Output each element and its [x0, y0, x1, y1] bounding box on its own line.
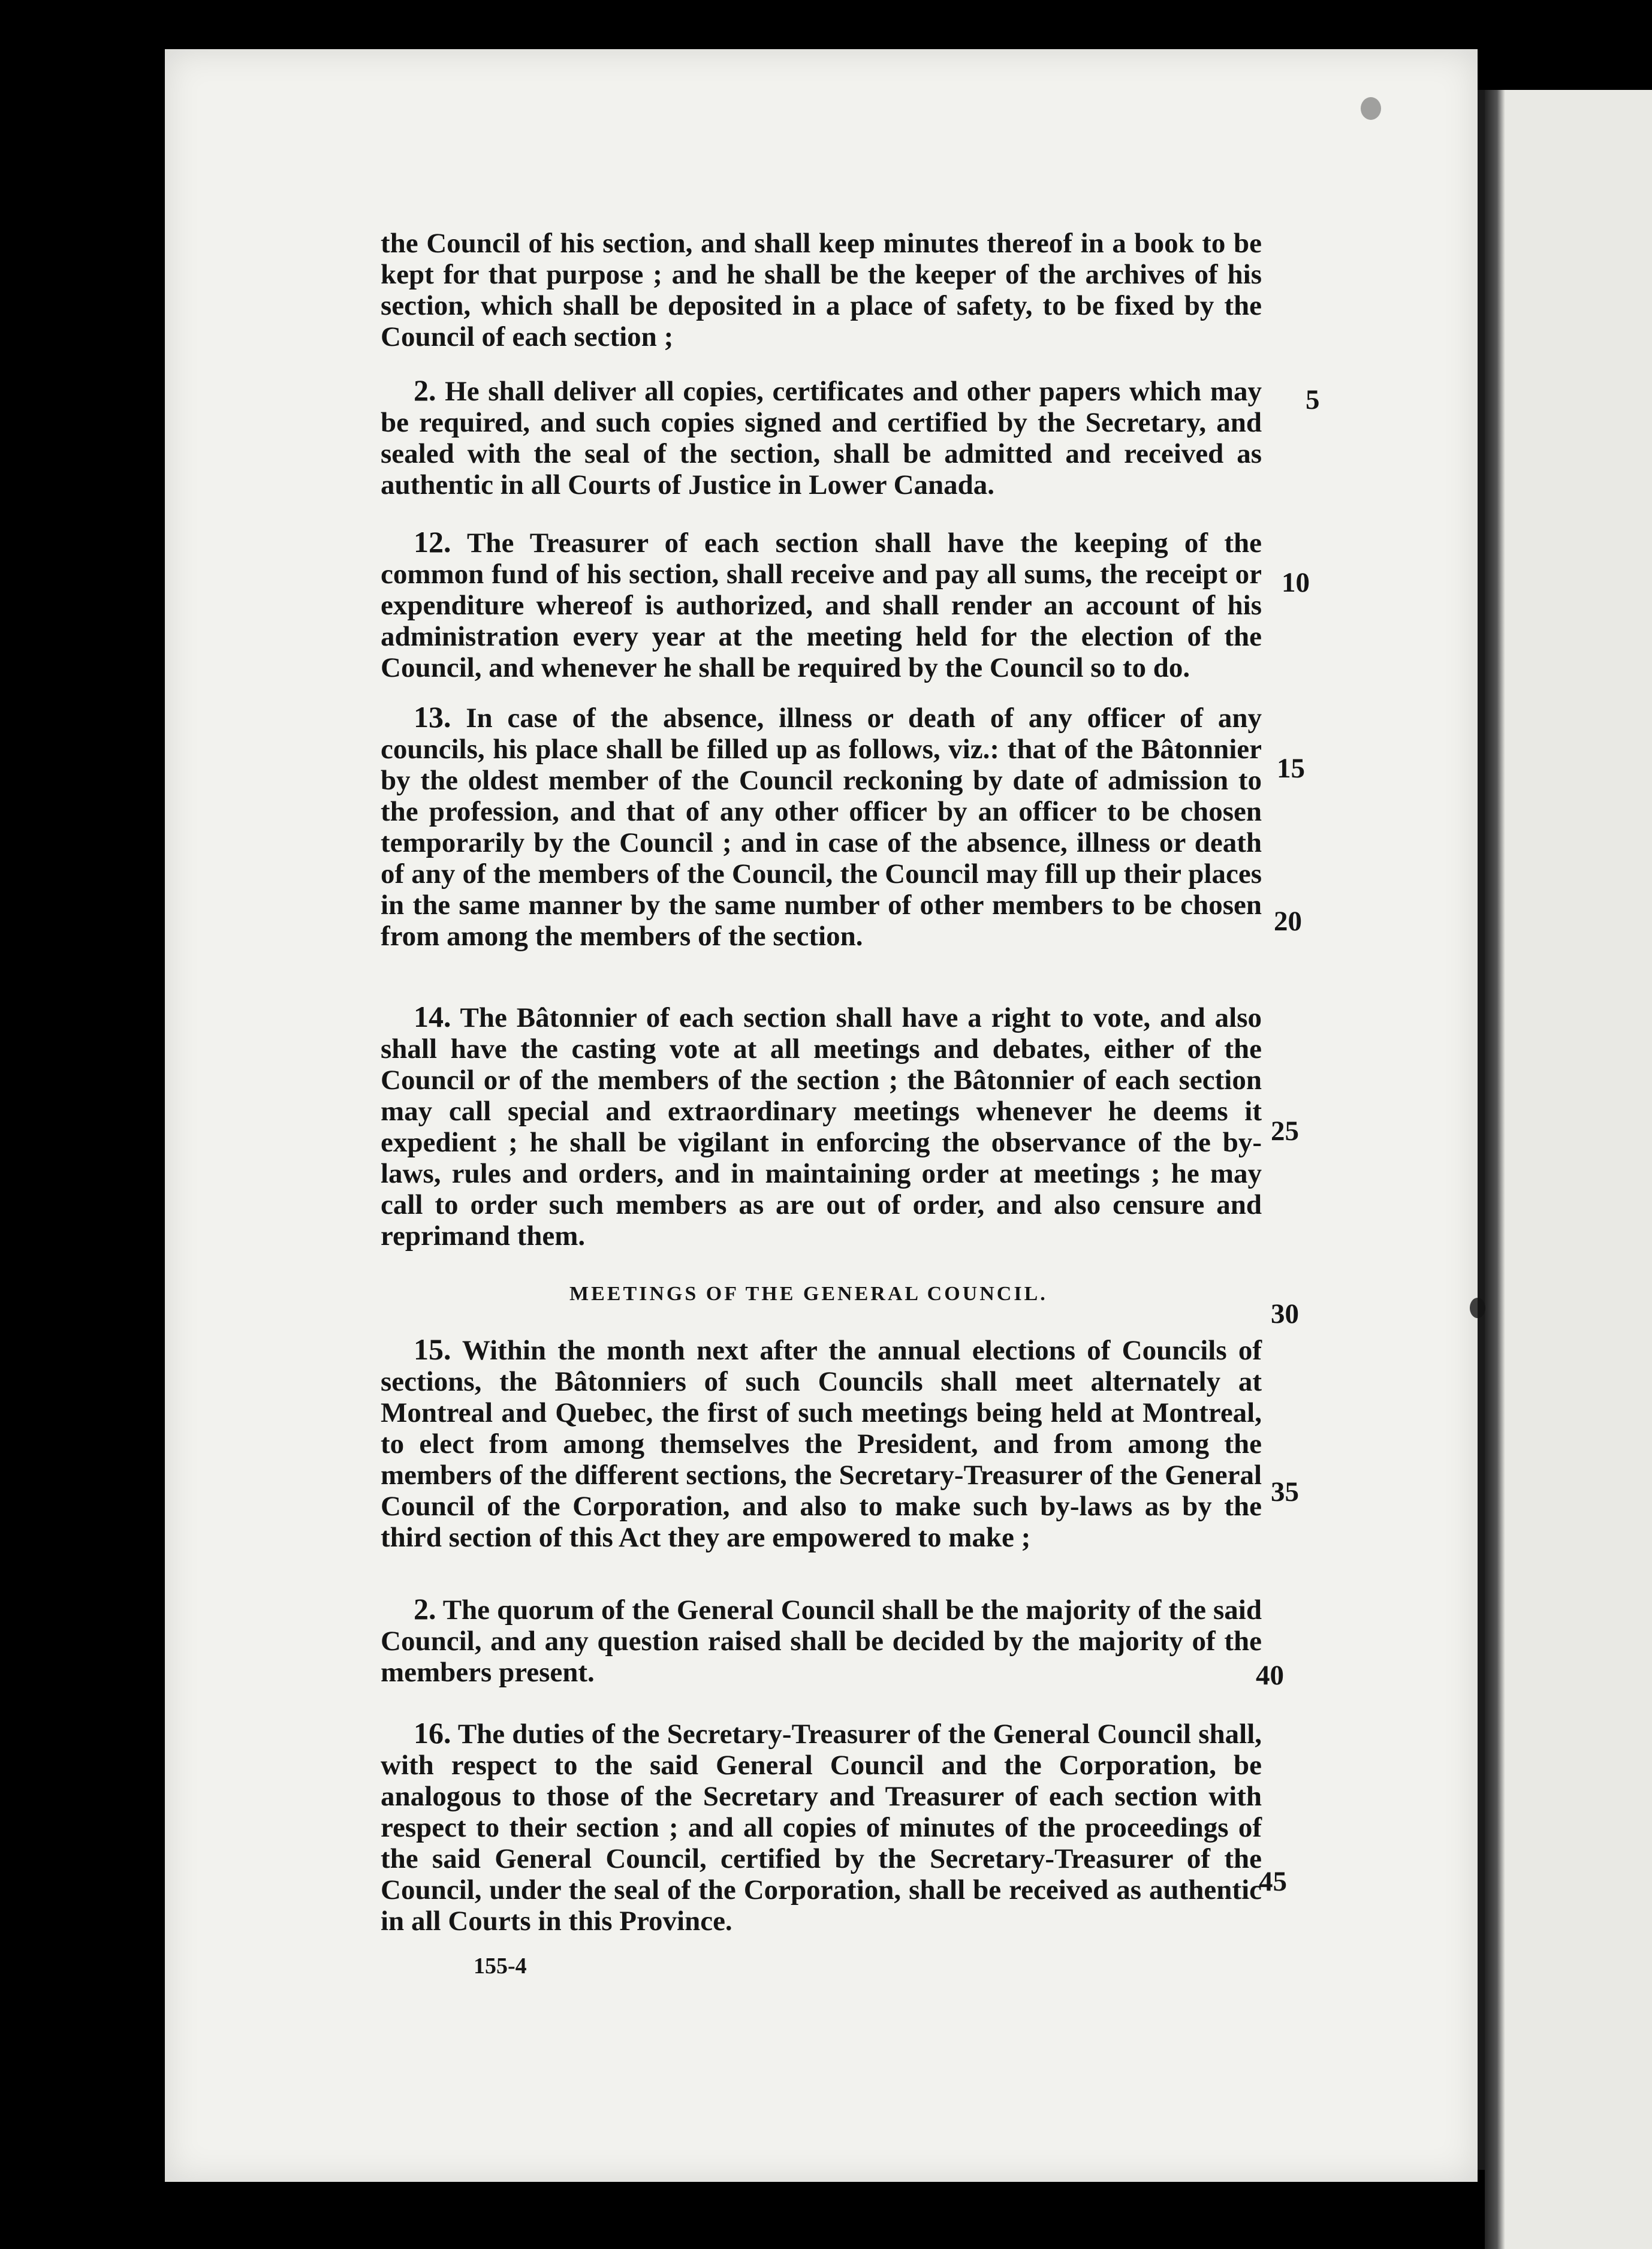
section-15: 15. Within the month next after the annual elections of Councils of sections, the Bâtonniers of such Councils shall meet alternately at Montreal and Quebec, the first of such meetings being held at Montreal, to elect from among themselves the President, and from among the members of the different sections, the Secretary-Treasurer of the General Council of the Corporation, and also to make such by-laws as by the third section of this Act they are empowered to make ;	[381, 1332, 1262, 1553]
paragraph-archives: the Council of his section, and shall keep minutes thereof in a book to be kept for that purpose ; and he shall be the keeper of the archives of his section, which shall be deposited in a place of safety, to be fixed by the Council of each section ;	[381, 228, 1262, 352]
paragraph-number: 2.	[414, 373, 436, 407]
paragraph-quorum: 2. The quorum of the General Council shall be the majority of the said Council, and any question raised shall be decided by the majority of the members present.	[381, 1592, 1262, 1688]
line-number: 40	[1256, 1660, 1284, 1691]
text-block-section-16	[381, 1717, 1262, 1937]
section-12: 12. The Treasurer of each section shall have the keeping of the common fund of his section, shall receive and pay all sums, the receipt or expenditure whereof is authorized, and shall render an account of his administration every year at the meeting held for the election of the Council, and whenever he shall be required by the Council so to do.	[381, 525, 1262, 683]
section-16: 16. The duties of the Secretary-Treasurer of the General Council shall, with respect to the said General Council and the Corporation, be analogous to those of the Secretary and Treasurer of each section with respect to their section ; and all copies of minutes of the proceedings of the said General Council, certified by the Secretary-Treasurer of the Council, under the seal of the Corporation, shall be received as authentic in all Courts in this Province.	[381, 1716, 1262, 1937]
page-fold-shadow	[1485, 90, 1505, 2249]
text-block-top	[381, 228, 1262, 352]
line-number: 35	[1271, 1476, 1299, 1508]
signature-mark: 155-4	[474, 1953, 527, 1979]
line-number: 15	[1277, 753, 1305, 784]
ink-smudge	[1361, 97, 1381, 120]
section-number: 16.	[414, 1716, 451, 1750]
line-number: 25	[1271, 1116, 1299, 1147]
section-heading: MEETINGS OF THE GENERAL COUNCIL.	[569, 1283, 1048, 1305]
paragraph-number: 2.	[414, 1592, 436, 1626]
section-14: 14. The Bâtonnier of each section shall have a right to vote, and also shall have the casting vote at all meetings and debates, either of the Council or of the members of the section ; the Bâtonnier of each section may call special and extraordinary meetings whenever he deems it expedient ; he shall be vigilant in enforcing the observance of the by-laws, rules and orders, and in maintaining order at meetings ; he may call to order such members as are out of order, and also censure and reprimand them.	[381, 1000, 1262, 1252]
text-block-section-15	[381, 1334, 1262, 1553]
section-number: 13.	[414, 700, 451, 734]
line-number: 45	[1259, 1866, 1287, 1897]
line-number: 5	[1306, 384, 1320, 415]
line-number: 20	[1274, 906, 1302, 937]
ink-mark	[1470, 1298, 1485, 1318]
text-block-section-12	[381, 526, 1262, 683]
line-number: 10	[1282, 567, 1310, 598]
adjacent-page-edge	[1485, 90, 1652, 2249]
section-number: 12.	[414, 525, 451, 559]
text-block-section-14	[381, 1001, 1262, 1252]
section-number: 15.	[414, 1332, 451, 1366]
section-13: 13. In case of the absence, illness or death of any officer of any councils, his place shall be filled up as follows, viz.: that of the Bâtonnier by the oldest member of the Council reckoning by date of admission to the profession, and that of any other officer by an officer to be chosen temporarily by the Council ; and in case of the absence, illness or death of any of the members of the Council, the Council may fill up their places in the same manner by the same number of other members to be chosen from among the members of the section.	[381, 700, 1262, 952]
section-number: 14.	[414, 1000, 451, 1033]
paragraph-copies: 2. He shall deliver all copies, certificates and other papers which may be required, and such copies signed and certified by the Secretary, and sealed with the seal of the section, shall be admitted and received as authentic in all Courts of Justice in Lower Canada.	[381, 373, 1262, 501]
text-block-2-quorum	[381, 1593, 1262, 1688]
page-binding-edge	[1478, 90, 1485, 2170]
text-block-2-copies	[381, 375, 1262, 501]
line-number: 30	[1271, 1298, 1299, 1329]
text-block-section-13	[381, 701, 1262, 952]
